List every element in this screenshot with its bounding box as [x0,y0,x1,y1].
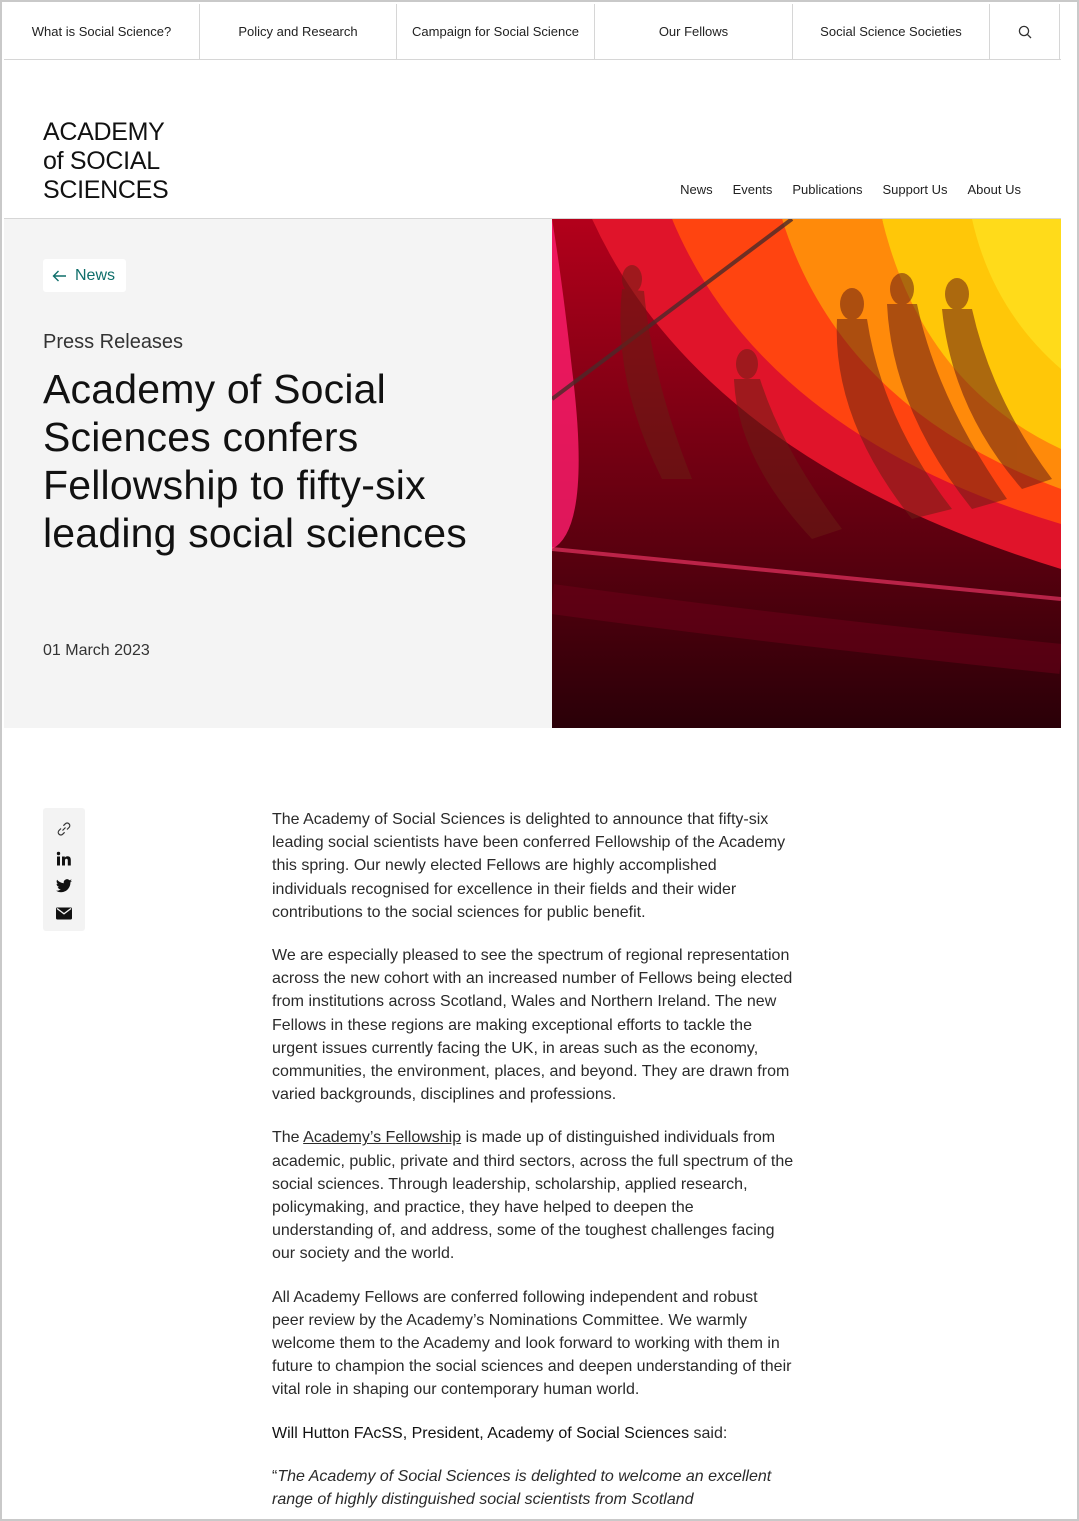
twitter-share-button[interactable] [43,875,85,897]
main-navigation [680,182,1021,197]
article-paragraph: We are especially pleased to see the spectrum of regional representation across the new cohort with an increased number of Fellows being elected from institutions across Scotland, Wales and Northern Ireland. The new Fellows in these regions are making exceptional efforts to tackle the urgent issues currently facing the UK, in areas such as the economy, communities, the environment, places, and beyond. They are drawn from varied backgrounds, disciplines and professions. [272,947,793,1104]
nav-publications[interactable]: Publications [792,182,863,197]
site-logo[interactable] [43,118,168,205]
top-navigation [4,4,1061,60]
share-bar [43,808,85,931]
article-category[interactable]: Press Releases [43,331,184,353]
email-share-button[interactable] [43,902,85,924]
text-span: The [272,1129,304,1147]
topnav-item-what-is-social-science[interactable]: What is Social Science? [4,4,200,59]
article-body [272,808,794,1521]
logo-line-2: of SOCIAL [43,147,160,175]
article-quote [272,1465,794,1511]
linkedin-icon [56,851,72,867]
logo-line-1: ACADEMY [43,118,165,146]
twitter-icon [56,879,72,893]
publish-date: 01 March 2023 [43,642,150,659]
fellowship-link[interactable]: Academy’s Fellowship [303,1129,462,1147]
hero-panel [4,219,552,728]
article-paragraph [272,1126,794,1265]
back-button-label: News [75,266,116,284]
quote-text: The Academy of Social Sciences is delighted to welcome an excellent range of highly distinguished social scientists from Scotland [272,1467,772,1509]
arrow-left-icon [52,270,67,282]
article-paragraph [272,1422,794,1445]
nav-events[interactable]: Events [732,182,773,197]
search-icon [1018,25,1032,39]
text-span: is made up of distinguished individuals from academic, public, private and third sectors, across the full spectrum of the social sciences. Through leadership, scholarship, applied research, policymaking, and practice, they have helped to deepen the understanding of, and address, some of the toughest challenges facing our society and the world. [272,1129,794,1263]
logo-line-3: SCIENCES [43,176,169,204]
copy-link-button[interactable] [43,818,85,840]
topnav-item-our-fellows[interactable]: Our Fellows [595,4,793,59]
topnav-item-policy-and-research[interactable]: Policy and Research [200,4,397,59]
search-button[interactable] [990,4,1060,59]
nav-about-us[interactable]: About Us [967,182,1021,197]
nav-support-us[interactable]: Support Us [882,182,948,197]
linkedin-share-button[interactable] [43,848,85,870]
topnav-item-societies[interactable]: Social Science Societies [793,4,990,59]
quote-mark: “ [272,1467,278,1485]
page-title: Academy of Social Sciences confers Fellowship to fifty-six leading social sciences [43,366,467,556]
site-header [4,60,1061,219]
hot-air-balloon-image [552,219,1061,728]
article-paragraph: The Academy of Social Sciences is delighted to announce that fifty-six leading social scientists have been conferred Fellowship of the Academy this spring. Our newly elected Fellows are highly accomplished individuals recognised for excellence in their fields and their wider contributions to the social sciences for public benefit. [272,811,786,921]
back-to-news-button[interactable] [43,259,126,292]
topnav-item-campaign[interactable]: Campaign for Social Science [397,4,595,59]
text-span: said: [689,1424,728,1442]
nav-news[interactable]: News [680,182,713,197]
email-icon [56,907,72,920]
article-paragraph: All Academy Fellows are conferred following independent and robust peer review by the Academy’s Nominations Committee. We warmly welcome them to the Academy and look forward to working with them in future to champion the social sciences and deepen understanding of their vital role in shaping our contemporary human world. [272,1288,792,1399]
quote-attribution: Will Hutton FAcSS, President, Academy of Social Sciences [272,1424,690,1442]
hero-image [552,219,1061,728]
link-icon [55,820,73,838]
